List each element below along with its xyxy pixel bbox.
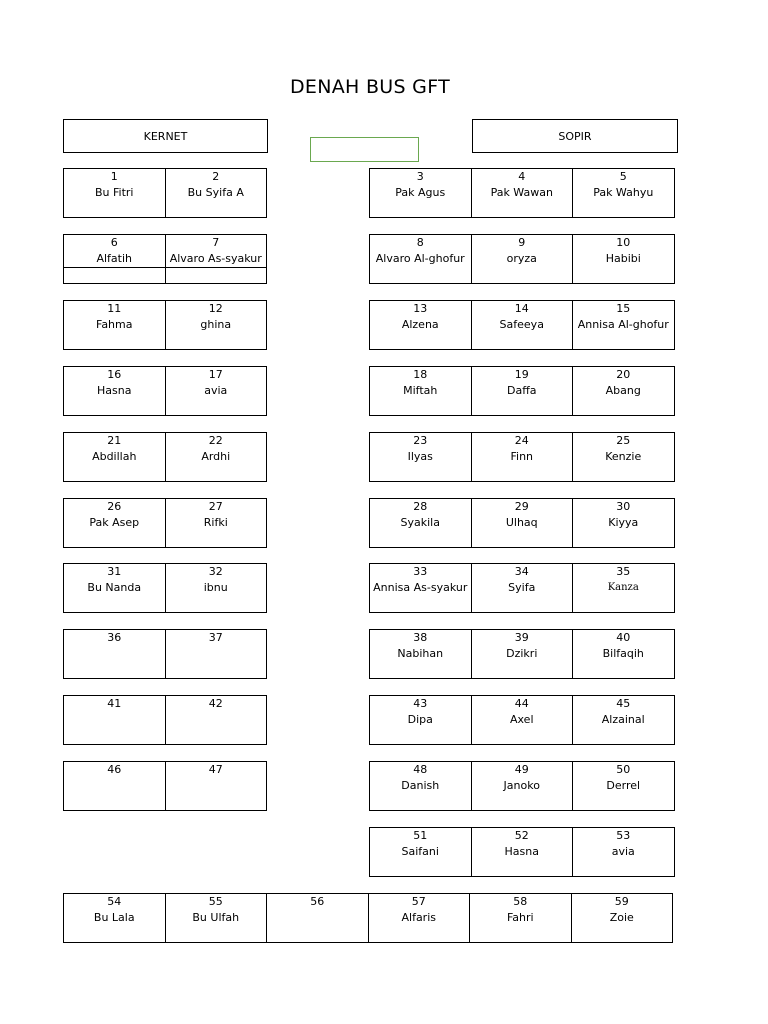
seat-number: 53: [616, 829, 631, 842]
seat-passenger: Bu Nanda: [87, 581, 142, 594]
seat-50[interactable]: [572, 761, 675, 811]
seat-passenger: Bilfaqih: [602, 647, 644, 660]
seat-55[interactable]: [165, 893, 268, 943]
seat-13[interactable]: [369, 300, 472, 350]
seat-22[interactable]: [165, 432, 268, 482]
seat-number: 49: [514, 763, 529, 776]
seat-7[interactable]: [165, 234, 268, 284]
seat-passenger: Daffa: [506, 384, 537, 397]
seat-number: 50: [616, 763, 631, 776]
seat-number: 59: [614, 895, 629, 908]
seat-number: 42: [208, 697, 223, 710]
seat-37[interactable]: [165, 629, 268, 679]
seat-passenger: Bu Syifa A: [187, 186, 244, 199]
seat-number: 16: [107, 368, 122, 381]
seat-26[interactable]: [63, 498, 166, 548]
seat-number: 39: [514, 631, 529, 644]
seat-number: 56: [310, 895, 325, 908]
seat-43[interactable]: [369, 695, 472, 745]
seat-12[interactable]: [165, 300, 268, 350]
sopir-label: SOPIR: [558, 129, 592, 143]
seat-passenger: Dipa: [407, 713, 433, 726]
seat-number: 9: [518, 236, 526, 249]
seat-number: 30: [616, 500, 631, 513]
seat-row-right: [369, 498, 675, 548]
seat-passenger: avia: [611, 845, 635, 858]
seat-number: 27: [208, 500, 223, 513]
seat-56[interactable]: [266, 893, 369, 943]
seat-5[interactable]: [572, 168, 675, 218]
seat-passenger: Kiyya: [608, 516, 639, 529]
seat-passenger: Abdillah: [92, 450, 137, 463]
seat-number: 12: [208, 302, 223, 315]
seat-number: 34: [514, 565, 529, 578]
seat-passenger: oryza: [506, 252, 537, 265]
seat-number: 11: [107, 302, 122, 315]
seat-passenger: Safeeya: [499, 318, 544, 331]
seat-11[interactable]: [63, 300, 166, 350]
seat-row-left: [63, 432, 267, 482]
seat-passenger: Miftah: [403, 384, 438, 397]
seat-passenger: ghina: [200, 318, 232, 331]
seat-number: 33: [413, 565, 428, 578]
seat-number: 1: [110, 170, 118, 183]
seat-number: 44: [514, 697, 529, 710]
seat-passenger: Dzikri: [506, 647, 538, 660]
seat-passenger: Abang: [605, 384, 641, 397]
seat-4[interactable]: [471, 168, 574, 218]
seat-passenger: Alfaris: [401, 911, 436, 924]
seat-passenger: Bu Fitri: [95, 186, 134, 199]
seat-52[interactable]: [471, 827, 574, 877]
seat-passenger: Janoko: [503, 779, 540, 792]
seat-row-left: [63, 629, 267, 679]
back-row: [63, 893, 673, 943]
seat-49[interactable]: [471, 761, 574, 811]
seat-2[interactable]: [165, 168, 268, 218]
seat-passenger: avia: [204, 384, 228, 397]
seat-passenger: Alfatih: [96, 252, 133, 265]
seat-51[interactable]: [369, 827, 472, 877]
seat-19[interactable]: [471, 366, 574, 416]
seat-number: 51: [413, 829, 428, 842]
seat-passenger: Rifki: [203, 516, 228, 529]
seat-passenger: Axel: [509, 713, 534, 726]
seat-41[interactable]: [63, 695, 166, 745]
seat-number: 57: [411, 895, 426, 908]
seat-passenger: Zoie: [609, 911, 634, 924]
seat-row-right: [369, 629, 675, 679]
seat-row-right: [369, 366, 675, 416]
seat-number: 2: [212, 170, 220, 183]
seat-number: 28: [413, 500, 428, 513]
seat-row-left: [63, 761, 267, 811]
seat-passenger: Kanza: [607, 582, 639, 593]
seat-row-left: [63, 498, 267, 548]
seat-passenger: Annisa As-syakur: [373, 581, 468, 594]
seat-passenger: Derrel: [606, 779, 641, 792]
seat-30[interactable]: [572, 498, 675, 548]
seat-59[interactable]: [571, 893, 674, 943]
seat-passenger: Bu Ulfah: [192, 911, 240, 924]
seat-number: 38: [413, 631, 428, 644]
seat-number: 29: [514, 500, 529, 513]
seat-passenger: Pak Asep: [89, 516, 140, 529]
seat-passenger: Hasna: [504, 845, 539, 858]
seat-number: 14: [514, 302, 529, 315]
seat-passenger: Syifa: [508, 581, 536, 594]
seat-number: 24: [514, 434, 529, 447]
seat-passenger: Habibi: [605, 252, 641, 265]
seat-passenger: Kenzie: [605, 450, 642, 463]
empty-selected-cell[interactable]: [310, 137, 419, 162]
seat-number: 41: [107, 697, 122, 710]
seat-number: 37: [208, 631, 223, 644]
seat-number: 40: [616, 631, 631, 644]
kernet-box: [63, 119, 268, 153]
seat-number: 8: [416, 236, 424, 249]
seat-row-right: [369, 827, 675, 877]
seat-passenger: Pak Wawan: [490, 186, 553, 199]
cell-divider: [64, 267, 165, 268]
seat-passenger: Pak Agus: [395, 186, 446, 199]
seat-36[interactable]: [63, 629, 166, 679]
seat-number: 5: [619, 170, 627, 183]
seat-row-left: [63, 168, 267, 218]
seat-9[interactable]: [471, 234, 574, 284]
seat-row-right: [369, 234, 675, 284]
seat-number: 31: [107, 565, 122, 578]
seat-passenger: Fahma: [96, 318, 133, 331]
seat-number: 55: [208, 895, 223, 908]
seat-39[interactable]: [471, 629, 574, 679]
page-title: DENAH BUS GFT: [289, 76, 451, 98]
seat-28[interactable]: [369, 498, 472, 548]
seat-passenger: Ardhi: [201, 450, 231, 463]
seat-31[interactable]: [63, 563, 166, 613]
seat-3[interactable]: [369, 168, 472, 218]
seat-row-left: [63, 366, 267, 416]
seat-number: 32: [208, 565, 223, 578]
seat-53[interactable]: [572, 827, 675, 877]
seat-passenger: Nabihan: [397, 647, 444, 660]
seat-34[interactable]: [471, 563, 574, 613]
seat-row-left: [63, 300, 267, 350]
seat-44[interactable]: [471, 695, 574, 745]
seat-47[interactable]: [165, 761, 268, 811]
seat-passenger: Alvaro As-syakur: [169, 252, 262, 265]
seat-number: 10: [616, 236, 631, 249]
seat-passenger: Ilyas: [407, 450, 433, 463]
seat-passenger: Syakila: [400, 516, 440, 529]
seat-29[interactable]: [471, 498, 574, 548]
seat-number: 23: [413, 434, 428, 447]
seat-number: 22: [208, 434, 223, 447]
seat-row-right: [369, 695, 675, 745]
seat-number: 58: [513, 895, 528, 908]
seat-21[interactable]: [63, 432, 166, 482]
seat-passenger: Finn: [510, 450, 534, 463]
seat-number: 6: [110, 236, 118, 249]
seat-passenger: Alzena: [401, 318, 439, 331]
seat-row-left: [63, 695, 267, 745]
seat-row-right: [369, 432, 675, 482]
seat-25[interactable]: [572, 432, 675, 482]
seat-48[interactable]: [369, 761, 472, 811]
seat-row-right: [369, 761, 675, 811]
seat-passenger: Saifani: [401, 845, 439, 858]
seat-35[interactable]: [572, 563, 675, 613]
seat-45[interactable]: [572, 695, 675, 745]
seat-number: 18: [413, 368, 428, 381]
seat-number: 7: [212, 236, 220, 249]
seat-46[interactable]: [63, 761, 166, 811]
sopir-box: [472, 119, 678, 153]
seat-number: 13: [413, 302, 428, 315]
seat-23[interactable]: [369, 432, 472, 482]
seat-passenger: Pak Wahyu: [593, 186, 654, 199]
seat-passenger: Danish: [401, 779, 440, 792]
seat-row-right: [369, 300, 675, 350]
kernet-label: KERNET: [143, 129, 188, 143]
seat-number: 47: [208, 763, 223, 776]
seat-1[interactable]: [63, 168, 166, 218]
seat-40[interactable]: [572, 629, 675, 679]
seat-passenger: ibnu: [203, 581, 228, 594]
cell-divider: [166, 267, 267, 268]
seat-20[interactable]: [572, 366, 675, 416]
seat-6[interactable]: [63, 234, 166, 284]
seat-42[interactable]: [165, 695, 268, 745]
seat-54[interactable]: [63, 893, 166, 943]
seat-number: 52: [514, 829, 529, 842]
seat-number: 25: [616, 434, 631, 447]
seat-number: 45: [616, 697, 631, 710]
seat-row-left: [63, 234, 267, 284]
seat-15[interactable]: [572, 300, 675, 350]
seat-number: 48: [413, 763, 428, 776]
seat-number: 17: [208, 368, 223, 381]
seat-passenger: Alvaro Al-ghofur: [375, 252, 465, 265]
seat-passenger: Hasna: [97, 384, 132, 397]
seat-17[interactable]: [165, 366, 268, 416]
seat-number: 46: [107, 763, 122, 776]
seat-number: 15: [616, 302, 631, 315]
seat-number: 43: [413, 697, 428, 710]
seat-row-right: [369, 168, 675, 218]
seat-number: 54: [107, 895, 122, 908]
seat-24[interactable]: [471, 432, 574, 482]
seat-number: 20: [616, 368, 631, 381]
seat-18[interactable]: [369, 366, 472, 416]
seat-number: 4: [518, 170, 526, 183]
seat-row-right: [369, 563, 675, 613]
seat-number: 26: [107, 500, 122, 513]
seat-passenger: Bu Lala: [93, 911, 135, 924]
seat-number: 3: [416, 170, 424, 183]
seat-38[interactable]: [369, 629, 472, 679]
seat-number: 35: [616, 565, 631, 578]
seat-number: 19: [514, 368, 529, 381]
seat-passenger: Annisa Al-ghofur: [577, 318, 669, 331]
seat-passenger: Alzainal: [601, 713, 645, 726]
seat-57[interactable]: [368, 893, 471, 943]
seat-row-left: [63, 563, 267, 613]
seat-16[interactable]: [63, 366, 166, 416]
seat-number: 21: [107, 434, 122, 447]
seat-33[interactable]: [369, 563, 472, 613]
seat-10[interactable]: [572, 234, 675, 284]
seat-32[interactable]: [165, 563, 268, 613]
seat-passenger: Fahri: [506, 911, 534, 924]
seat-number: 36: [107, 631, 122, 644]
seat-58[interactable]: [469, 893, 572, 943]
seat-passenger: Ulhaq: [505, 516, 538, 529]
seat-14[interactable]: [471, 300, 574, 350]
seat-27[interactable]: [165, 498, 268, 548]
seat-8[interactable]: [369, 234, 472, 284]
